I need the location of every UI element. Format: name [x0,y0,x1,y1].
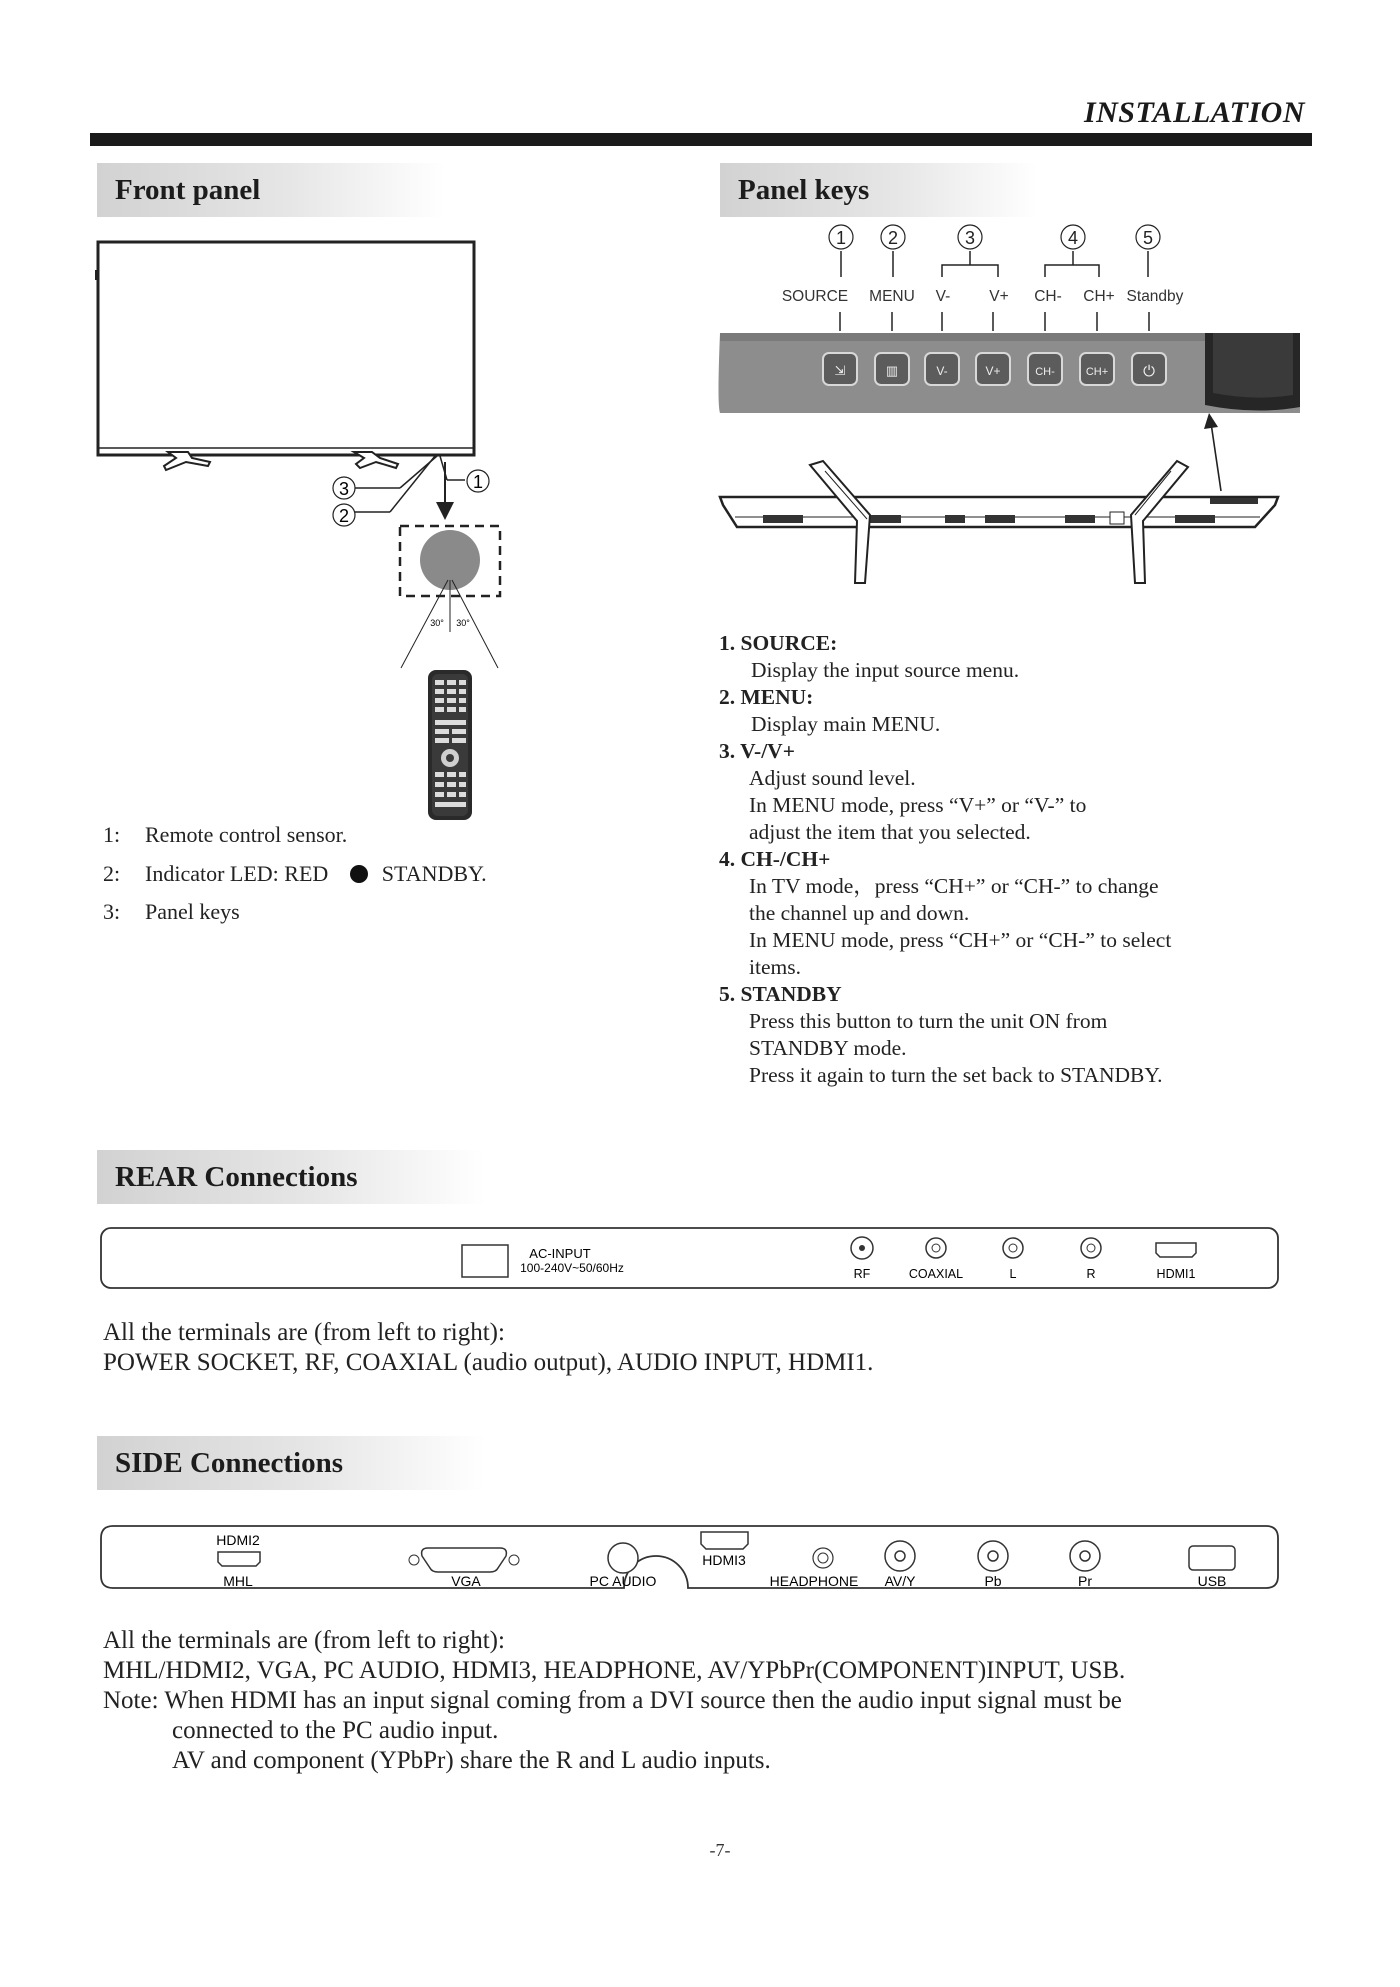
svg-text:V+: V+ [985,364,1001,378]
pr-label: Pr [1078,1573,1092,1589]
led-indicator-icon [350,865,368,883]
desc-channel: 4. CH-/CH+ In TV mode，press “CH+” or “CH-” to change the channel up and down. In MENU mode, press “CH+” or “CH-” to select items. [719,847,1172,979]
side-terminals-list: MHL/HDMI2, VGA, PC AUDIO, HDMI3, HEADPHONE, AV/YPbPr(COMPONENT)INPUT, USB. [103,1657,1126,1684]
callout-1 [467,470,489,492]
side-note-line-2: connected to the PC audio input. [172,1717,499,1744]
pc-audio-port [608,1543,638,1573]
key-callout-4 [1061,225,1085,249]
volume-down-key [925,353,959,385]
audio-l-port [1003,1238,1023,1258]
front-panel-item-2: 2: Indicator LED: RED STANDBY. [103,861,487,886]
hdmi3-label: HDMI3 [702,1552,746,1568]
source-key [823,353,857,385]
hdmi1-label: HDMI1 [1156,1267,1196,1281]
rear-connections-heading: REAR Connections [97,1150,485,1204]
coaxial-port [926,1238,946,1258]
side-note-line-1: Note: When HDMI has an input signal coming from a DVI source then the audio input signal must be [103,1687,1122,1714]
arrow-up-icon [1204,413,1218,429]
key-callout-1 [829,225,853,249]
rf-label: RF [853,1267,871,1281]
svg-text:1: 1 [835,228,847,248]
svg-text:5: 5 [1142,228,1154,248]
panel-keys-diagram [715,215,1315,595]
angle-right: 30° [456,618,470,628]
key-label-source: SOURCE [781,288,849,305]
pb-label: Pb [984,1573,1002,1589]
tv-screen [98,242,474,455]
key-label-v-plus: V+ [989,288,1009,305]
desc-volume: 3. V-/V+ Adjust sound level. In MENU mode, press “V+” or “V-” to adjust the item that you selected. [719,739,1087,844]
usb-label: USB [1197,1573,1227,1589]
svg-text:▥: ▥ [885,363,899,378]
pb-port [978,1541,1008,1571]
arrow-down-icon [436,502,454,520]
key-callout-3 [958,225,982,249]
svg-text:1: 1 [472,472,484,492]
page-number: -7- [709,1840,731,1860]
vga-label: VGA [451,1573,481,1589]
front-panel-heading: Front panel [97,163,445,217]
panel-keys-heading: Panel keys [720,163,1038,217]
headphone-label: HEADPHONE [769,1573,859,1589]
svg-text:2: 2 [887,228,899,248]
audio-r-label: R [1086,1267,1096,1281]
svg-text:3: 3 [964,228,976,248]
menu-key [875,353,909,385]
front-panel-item-1: 1: Remote control sensor. [103,822,348,847]
channel-down-key [1028,353,1062,385]
pr-port [1070,1541,1100,1571]
key-callout-5 [1136,225,1160,249]
angle-left: 30° [430,618,444,628]
headphone-port [813,1548,833,1568]
hdmi2-label: HDMI2 [216,1532,260,1548]
key-label-v-minus: V- [935,288,951,305]
side-note-line-3: AV and component (YPbPr) share the R and L audio inputs. [172,1747,771,1774]
header-rule [90,133,1312,146]
channel-up-key [1080,353,1114,385]
audio-l-label: L [1009,1267,1017,1281]
desc-menu: 2. MENU: Display main MENU. [719,685,941,736]
svg-text:2: 2 [338,506,350,526]
desc-standby: 5. STANDBY Press this button to turn the unit ON from STANDBY mode. Press it again to turn the set back to STANDBY. [719,982,1163,1087]
callout-3 [333,477,355,499]
svg-text:⇲: ⇲ [834,363,846,378]
remote-control-icon [428,670,472,820]
rear-connections-panel [98,1225,1282,1291]
rear-terminals-intro: All the terminals are (from left to right): [103,1319,505,1346]
side-terminals-intro: All the terminals are (from left to right): [103,1627,505,1654]
svg-text:4: 4 [1067,228,1079,248]
mhl-label: MHL [223,1573,253,1589]
svg-text:CH-: CH- [1035,366,1055,378]
key-label-ch-minus: CH- [1034,288,1062,305]
key-label-standby: Standby [1126,288,1184,305]
svg-text:V-: V- [936,364,948,378]
svg-text:⏻: ⏻ [1143,363,1155,380]
coaxial-label: COAXIAL [908,1267,964,1281]
front-panel-item-3: 3: Panel keys [103,899,240,924]
svg-text:CH+: CH+ [1085,366,1109,378]
pc-audio-label: PC AUDIO [589,1573,657,1589]
rear-terminals-list: POWER SOCKET, RF, COAXIAL (audio output), AUDIO INPUT, HDMI1. [103,1349,874,1376]
volume-up-key [976,353,1010,385]
tv-bottom-view [720,461,1278,583]
front-panel-diagram [90,230,550,830]
ac-input-label: AC-INPUT [529,1246,591,1261]
desc-source: 1. SOURCE: Display the input source menu. [719,631,1020,682]
usb-port [1189,1546,1235,1570]
audio-r-port [1081,1238,1101,1258]
power-socket [462,1245,508,1277]
power-key [1132,353,1166,385]
side-connections-panel [98,1518,1282,1608]
side-connections-heading: SIDE Connections [97,1436,485,1490]
panel-keys-descriptions [719,630,1319,1089]
rf-port [851,1237,873,1259]
mhl-hdmi2-port [218,1552,260,1566]
key-label-menu: MENU [869,288,915,305]
hdmi1-port [1156,1243,1196,1257]
key-label-ch-plus: CH+ [1083,288,1115,305]
page-header-title: INSTALLATION [1083,96,1305,129]
hdmi3-port [701,1532,748,1549]
av-y-port [885,1541,915,1571]
av-y-label: AV/Y [884,1573,916,1589]
callout-2 [333,504,355,526]
ac-rating-label: 100-240V~50/60Hz [520,1261,624,1275]
key-callout-2 [881,225,905,249]
svg-text:3: 3 [338,479,350,499]
